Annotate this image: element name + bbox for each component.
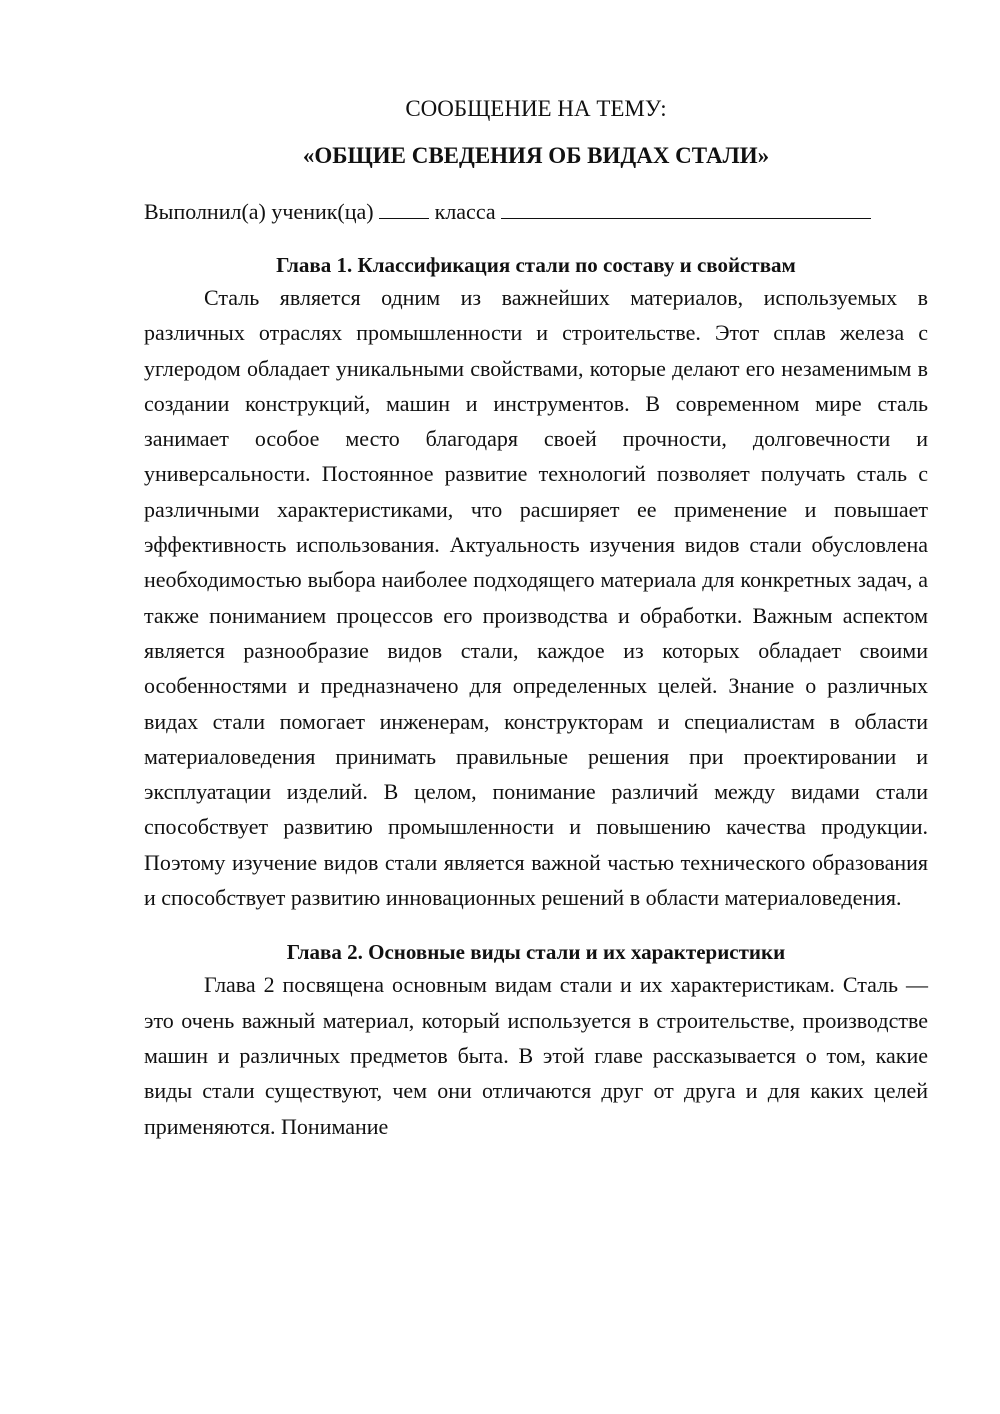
author-line — [144, 197, 928, 227]
author-name-blank — [501, 198, 871, 219]
class-number-blank — [379, 198, 429, 219]
chapter-1-paragraph: Сталь является одним из важнейших материалов, используемых в различных отраслях промышленности и строительстве. Этот сплав железа с углеродом обладает уникальными свойствами, которые делают его незаменимым в создании конструкций, машин и инструментов. В современном мире сталь занимает особое место благодаря своей прочности, долговечности и универсальности. Постоянное развитие технологий позволяет получать сталь с различными характеристиками, что расширяет ее применение и повышает эффективность использования. Актуальность изучения видов стали обусловлена необходимостью выбора наиболее подходящего материала для конкретных задач, а также пониманием процессов его производства и обработки. Важным аспектом является разнообразие видов стали, каждое из которых обладает своими особенностями и предназначено для определенных целей. Знание о различных видах стали помогает инженерам, конструкторам и специалистам в области материаловедения принимать правильные решения при проектировании и эксплуатации изделий. В целом, понимание различий между видами стали способствует развитию промышленности и повышению качества продукции. Поэтому изучение видов стали является важной частью технического образования и способствует развитию инновационных решений в области материаловедения. — [144, 285, 928, 911]
chapter-2-paragraph: Глава 2 посвящена основным видам стали и их характеристикам. Сталь — это очень важный материал, который используется в строительстве, производстве машин и различных предметов быта. В этой главе рассказывается о том, какие виды стали существуют, чем они отличаются друг от друга и для каких целей применяются. Понимание — [144, 972, 928, 1139]
chapter-1-heading: Глава 1. Классификация стали по составу и свойствам — [276, 253, 796, 277]
chapter-2-heading: Глава 2. Основные виды стали и их характеристики — [286, 940, 786, 965]
class-label: класса — [434, 199, 496, 224]
author-prefix: Выполнил(а) ученик(ца) — [144, 199, 374, 224]
document-topic-line: СООБЩЕНИЕ НА ТЕМУ: — [405, 96, 667, 121]
document-title: «ОБЩИЕ СВЕДЕНИЯ ОБ ВИДАХ СТАЛИ» — [302, 143, 770, 168]
